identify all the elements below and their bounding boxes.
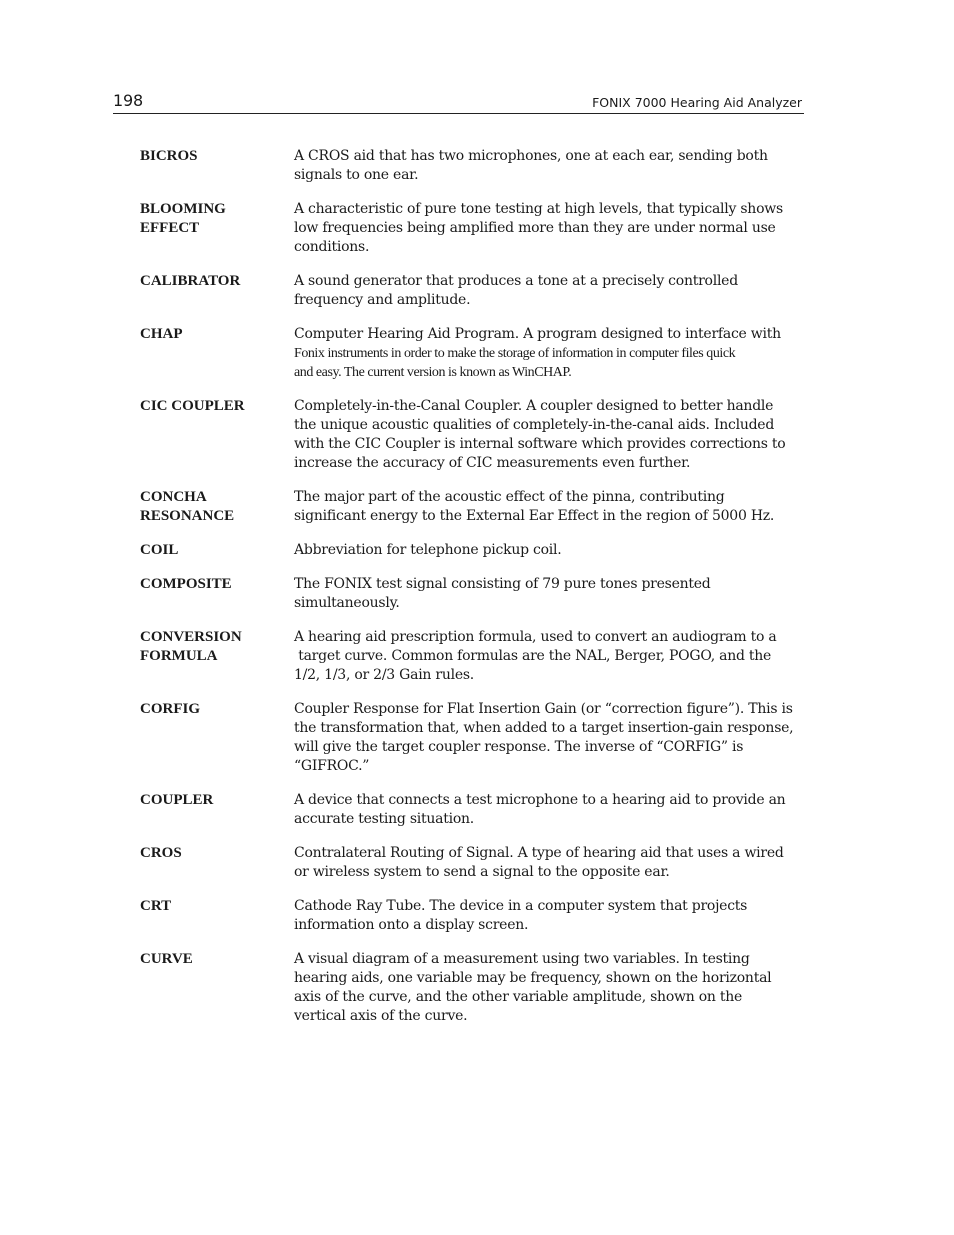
definition-line: will give the target coupler response. The inverse of “CORFIG” is — [294, 739, 744, 755]
definition-line: the transformation that, when added to a target insertion-gain response, — [294, 720, 794, 736]
page-number: 198 — [113, 91, 143, 110]
glossary-definition — [294, 700, 804, 776]
glossary-term: CURVE — [140, 951, 193, 967]
glossary-term: COIL — [140, 542, 179, 558]
definition-line: target curve. Common formulas are the NAL, Berger, POGO, and the — [294, 648, 772, 664]
definition-line: A sound generator that produces a tone at a precisely controlled — [294, 273, 738, 289]
glossary-definition — [294, 897, 804, 935]
glossary-entry-cic-coupler — [140, 397, 804, 473]
glossary-term: CONVERSION FORMULA — [140, 629, 242, 664]
glossary-entry-concha-resonance — [140, 488, 804, 526]
glossary-definition — [294, 272, 804, 310]
definition-line: The FONIX test signal consisting of 79 pure tones presented — [294, 576, 711, 592]
definition-line: the unique acoustic qualities of completely-in-the-canal aids. Included — [294, 417, 775, 433]
definition-line: accurate testing situation. — [294, 811, 474, 827]
glossary-entry-cros — [140, 844, 804, 882]
glossary-definition — [294, 200, 804, 257]
glossary-definition — [294, 575, 804, 613]
definition-line: Coupler Response for Flat Insertion Gain (or “correction figure”). This is — [294, 701, 793, 717]
definition-line: Contralateral Routing of Signal. A type of hearing aid that uses a wired — [294, 845, 784, 861]
definition-line: information onto a display screen. — [294, 917, 529, 933]
glossary-entry-blooming-effect — [140, 200, 804, 257]
glossary-definition — [294, 844, 804, 882]
glossary-definition — [294, 541, 804, 560]
definition-line: axis of the curve, and the other variable amplitude, shown on the — [294, 989, 743, 1005]
glossary-entry-calibrator — [140, 272, 804, 310]
definition-line: A CROS aid that has two microphones, one at each ear, sending both — [294, 148, 768, 164]
definition-line: A hearing aid prescription formula, used to convert an audiogram to a — [294, 629, 777, 645]
glossary-term: COUPLER — [140, 792, 214, 808]
definition-line: The major part of the acoustic effect of the pinna, contributing — [294, 489, 725, 505]
glossary-entry-coupler — [140, 791, 804, 829]
definition-line: Fonix instruments in order to make the storage of information in computer files quick — [294, 346, 736, 361]
glossary-term: CHAP — [140, 326, 183, 342]
glossary-term: COMPOSITE — [140, 576, 232, 592]
glossary-definition — [294, 147, 804, 185]
glossary-definition — [294, 325, 804, 382]
glossary-definition — [294, 628, 804, 685]
definition-line: signals to one ear. — [294, 167, 419, 183]
definition-line: increase the accuracy of CIC measurements even further. — [294, 455, 691, 471]
glossary-term: CROS — [140, 845, 182, 861]
definition-line: conditions. — [294, 239, 370, 255]
running-title: FONIX 7000 Hearing Aid Analyzer — [592, 95, 802, 110]
definition-line: Abbreviation for telephone pickup coil. — [294, 542, 562, 558]
definition-line: simultaneously. — [294, 595, 400, 611]
definition-line: A characteristic of pure tone testing at high levels, that typically shows — [294, 201, 783, 217]
page-header — [113, 90, 804, 114]
definition-line: low frequencies being amplified more than they are under normal use — [294, 220, 776, 236]
glossary-definition — [294, 397, 804, 473]
glossary-list — [140, 147, 804, 1041]
glossary-entry-crt — [140, 897, 804, 935]
glossary-term: BLOOMING EFFECT — [140, 201, 226, 236]
glossary-entry-chap — [140, 325, 804, 382]
definition-line: or wireless system to send a signal to the opposite ear. — [294, 864, 670, 880]
glossary-term: CIC COUPLER — [140, 398, 245, 414]
definition-line: vertical axis of the curve. — [294, 1008, 468, 1024]
glossary-term: CORFIG — [140, 701, 200, 717]
glossary-entry-corfig — [140, 700, 804, 776]
definition-line: A device that connects a test microphone to a hearing aid to provide an — [294, 792, 786, 808]
definition-line: “GIFROC.” — [294, 758, 370, 774]
glossary-definition — [294, 950, 804, 1026]
glossary-term: CONCHA RESONANCE — [140, 489, 235, 524]
definition-line: and easy. The current version is known as WinCHAP. — [294, 365, 572, 380]
glossary-definition — [294, 488, 804, 526]
definition-line: 1/2, 1/3, or 2/3 Gain rules. — [294, 667, 474, 683]
definition-line: significant energy to the External Ear Effect in the region of 5000 Hz. — [294, 508, 775, 524]
glossary-entry-curve — [140, 950, 804, 1026]
definition-line: A visual diagram of a measurement using two variables. In testing — [294, 951, 750, 967]
definition-line: hearing aids, one variable may be frequency, shown on the horizontal — [294, 970, 772, 986]
definition-line: Completely-in-the-Canal Coupler. A coupler designed to better handle — [294, 398, 774, 414]
glossary-entry-bicros — [140, 147, 804, 185]
glossary-term: CRT — [140, 898, 172, 914]
glossary-entry-composite — [140, 575, 804, 613]
definition-line: with the CIC Coupler is internal software which provides corrections to — [294, 436, 786, 452]
definition-line: Computer Hearing Aid Program. A program designed to interface with — [294, 326, 781, 342]
glossary-term: BICROS — [140, 148, 198, 164]
definition-line: frequency and amplitude. — [294, 292, 471, 308]
glossary-entry-coil — [140, 541, 804, 560]
glossary-definition — [294, 791, 804, 829]
definition-line: Cathode Ray Tube. The device in a computer system that projects — [294, 898, 748, 914]
glossary-term: CALIBRATOR — [140, 273, 241, 289]
glossary-entry-conversion-formula — [140, 628, 804, 685]
